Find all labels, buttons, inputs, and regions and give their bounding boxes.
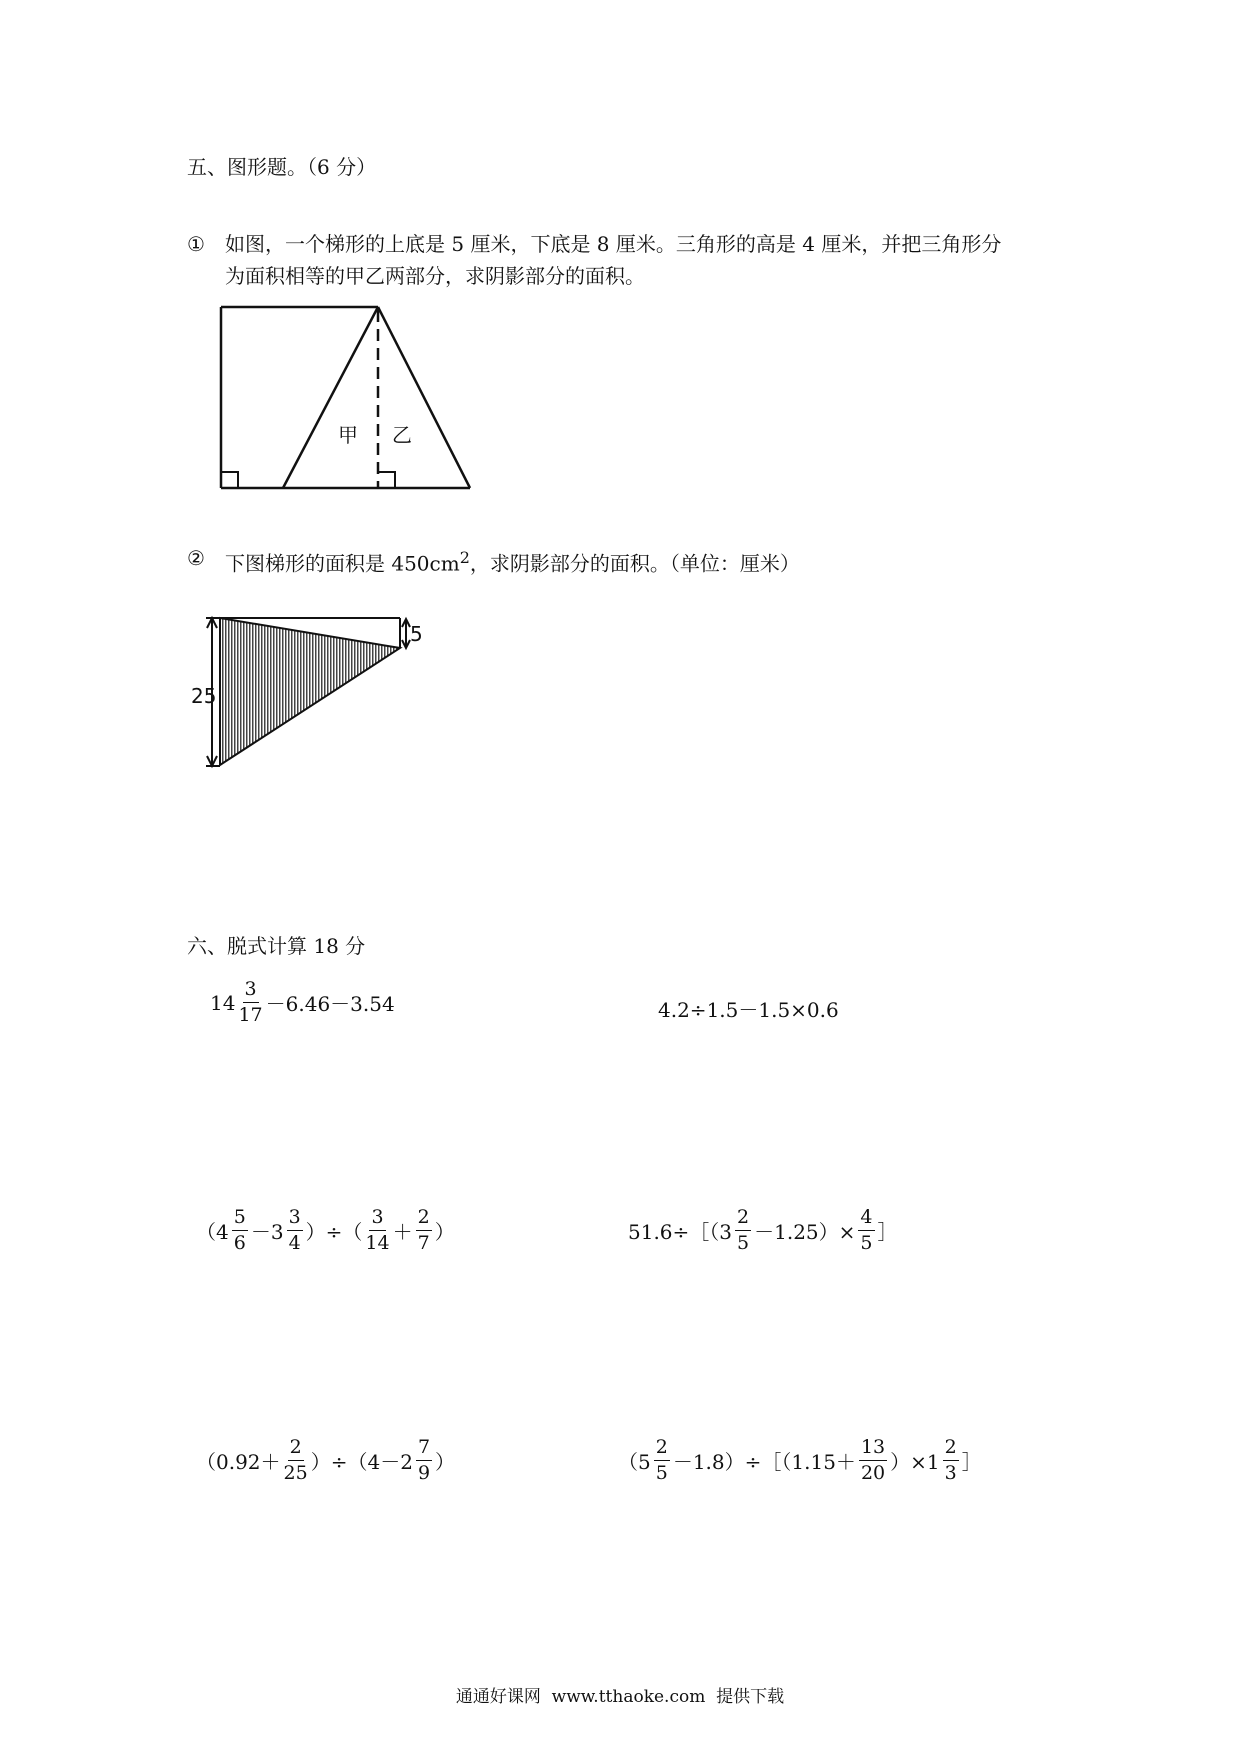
q1-text-line2: 为面积相等的甲乙两部分，求阴影部分的面积。 xyxy=(225,264,645,288)
q2-text: 下图梯形的面积是 $450cm^2$，求阴影部分的面积。（单位：厘米） xyxy=(225,548,800,576)
label-yi: 乙 xyxy=(392,423,412,447)
expression-2: 4.2÷1.5－1.5×0.6 xyxy=(658,998,839,1022)
expression-5: （0.92＋ $\frac{2}{25}$ ）÷（4－2 $\frac{7}{9}$ ） xyxy=(196,1436,456,1484)
q1-marker: ① xyxy=(187,232,205,256)
expression-3: （4 $\frac{5}{6}$ －3 $\frac{3}{4}$ ）÷（ $\frac{3}{14}$ ＋ $\frac{2}{7}$ ） xyxy=(196,1206,455,1254)
footer-text: 通通好课网 www.tthaoke.com 提供下载 xyxy=(455,1687,785,1707)
section-6-title: 六、脱式计算 18 分 xyxy=(187,934,366,958)
label-25: 25 xyxy=(191,684,217,708)
label-5: 5 xyxy=(410,622,423,646)
q1-text-line1: 如图，一个梯形的上底是 5 厘米，下底是 8 厘米。三角形的高是 4 厘米，并把三角形分 xyxy=(225,232,1002,256)
label-jia: 甲 xyxy=(338,423,358,447)
section-5-title: 五、图形题。（6 分） xyxy=(187,155,377,179)
expression-4: 51.6÷［（3 $\frac{2}{5}$ －1.25）× $\frac{4}{5}$ ］ xyxy=(628,1206,898,1254)
expression-6: （5 $\frac{2}{5}$ －1.8）÷［（1.15＋ $\frac{13}{20}$ ）×1 $\frac{2}{3}$ ］ xyxy=(618,1436,982,1484)
q2-marker: ② xyxy=(187,546,205,570)
expression-1: 14 $\frac{3}{17}$ －6.46－3.54 xyxy=(210,978,395,1026)
